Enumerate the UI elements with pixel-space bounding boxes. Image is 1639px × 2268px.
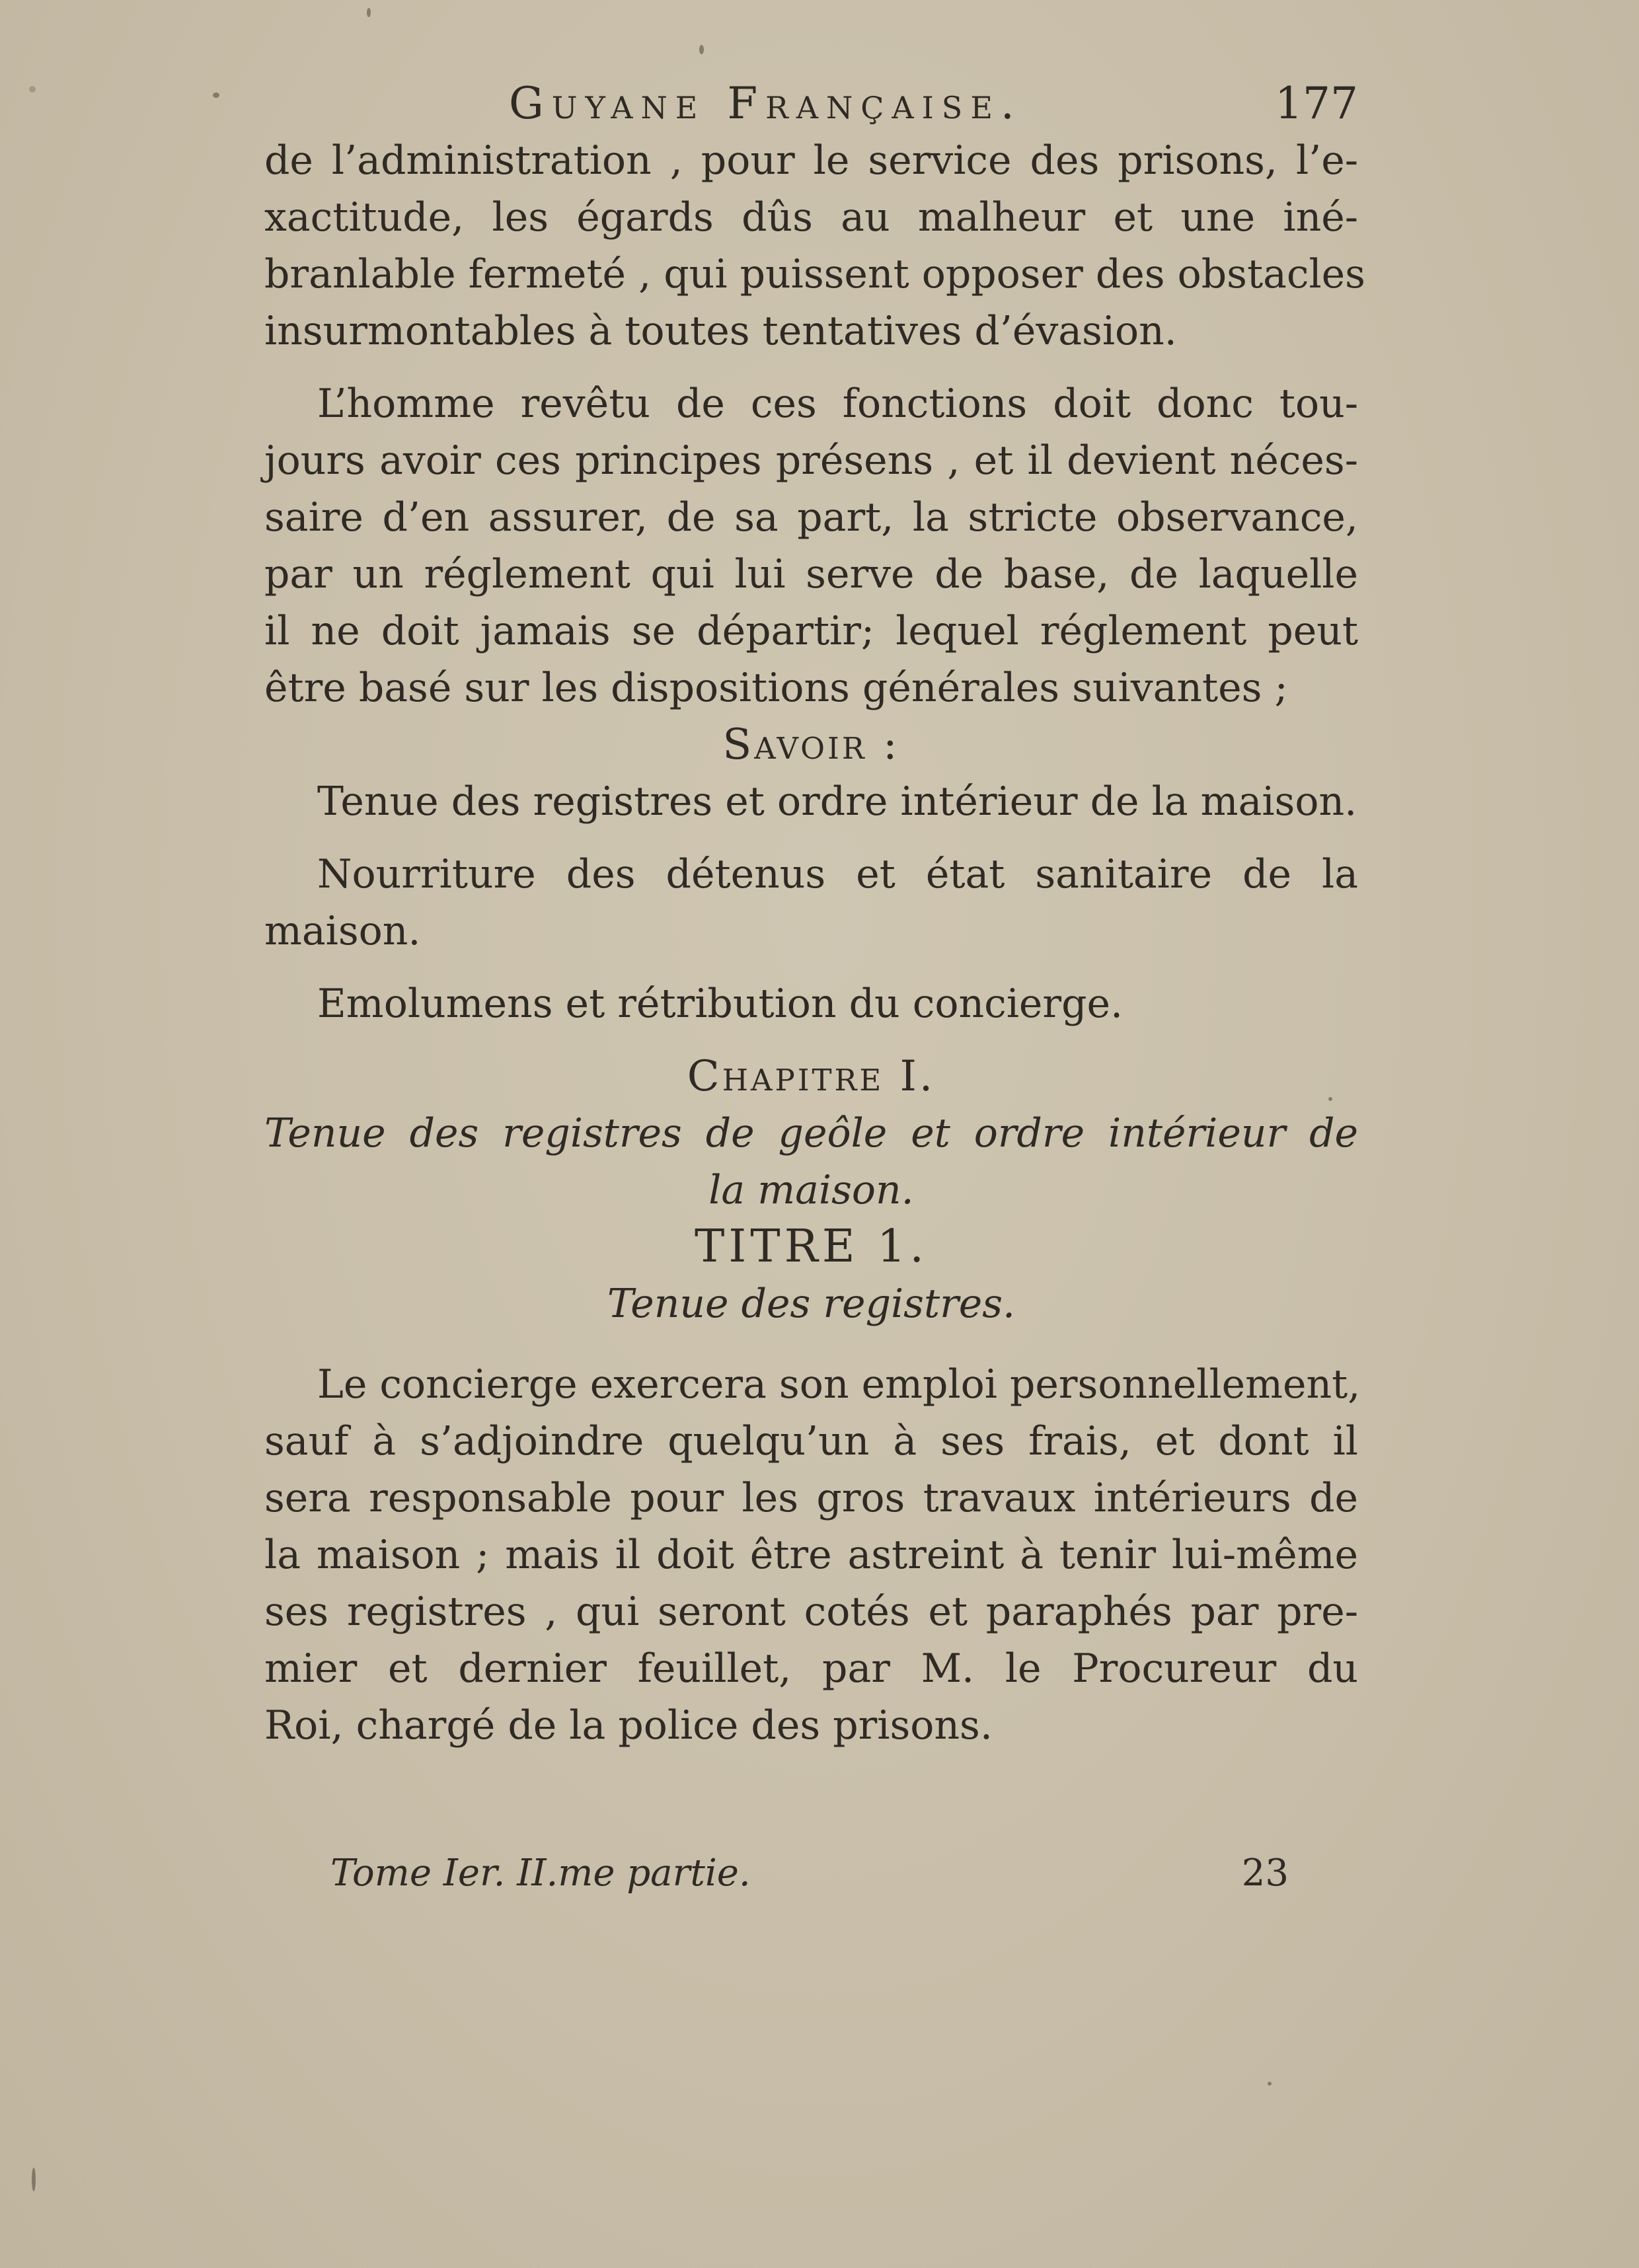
list-item: Tenue des registres et ordre intérieur de la maison. [317,778,1357,825]
paragraph-line: Le concierge exercera son emploi personnellement, [317,1361,1361,1408]
chapter-title: la maison. [708,1167,914,1213]
chapter-heading: Chapitre I. [687,1052,936,1101]
page-header [264,78,1358,137]
titre-subtitle: Tenue des registres. [607,1281,1016,1327]
signature-mark: 23 [1241,1852,1289,1895]
body-line: branlable fermeté , qui puissent opposer des obstacles [264,251,1365,297]
paper-speck [29,86,36,93]
page-number: 177 [1275,78,1358,129]
chapter-title: Tenue des registres de geôle et ordre intérieur de [264,1110,1358,1156]
text-body [264,132,1365,1754]
paragraph-line: être basé sur les dispositions générales suivantes ; [264,665,1288,711]
paragraph-line: sera responsable pour les gros travaux intérieurs de [264,1475,1358,1521]
titre-heading: TITRE 1. [695,1221,928,1273]
page-footer [330,1852,1289,1905]
body-line: insurmontables à toutes tentatives d’évasion. [264,308,1177,354]
list-item: Nourriture des détenus et état sanitaire de la [317,851,1358,897]
paper-speck [213,93,219,98]
signature-line: Tome Ier. II.me partie. [330,1852,751,1895]
paper-speck [367,8,371,17]
paragraph-line: sauf à s’adjoindre quelqu’un à ses frais, et dont il [264,1418,1358,1464]
list-item: maison. [264,908,421,954]
paragraph-line: saire d’en assurer, de sa part, la stricte observance, [264,494,1358,541]
paragraph-line: ses registres , qui seront cotés et paraphés par pre- [264,1589,1358,1635]
paragraph-line: Roi, chargé de la police des prisons. [264,1702,993,1749]
paragraph-line: il ne doit jamais se départir; lequel réglement peut [264,608,1358,654]
paragraph-line: la maison ; mais il doit être astreint à tenir lui-même [264,1532,1358,1578]
running-title: Guyane Française. [509,78,1022,129]
paragraph-line: mier et dernier feuillet, par M. le Procureur du [264,1645,1358,1692]
list-item: Emolumens et rétribution du concierge. [317,981,1124,1027]
paper-speck [32,2168,36,2191]
savoir-heading: Savoir : [722,720,900,769]
paper-speck [1328,1097,1332,1101]
paragraph-line: L’homme revêtu de ces fonctions doit donc tou- [317,381,1358,427]
paper-speck [1268,2082,1272,2086]
paragraph-line: jours avoir ces principes présens , et il devient néces- [264,437,1358,484]
body-line: xactitude, les égards dûs au malheur et une iné- [264,194,1358,241]
paper-speck [699,45,704,54]
paragraph-line: par un réglement qui lui serve de base, de laquelle [264,551,1358,597]
body-line: de l’administration , pour le service des prisons, l’e- [264,137,1358,184]
